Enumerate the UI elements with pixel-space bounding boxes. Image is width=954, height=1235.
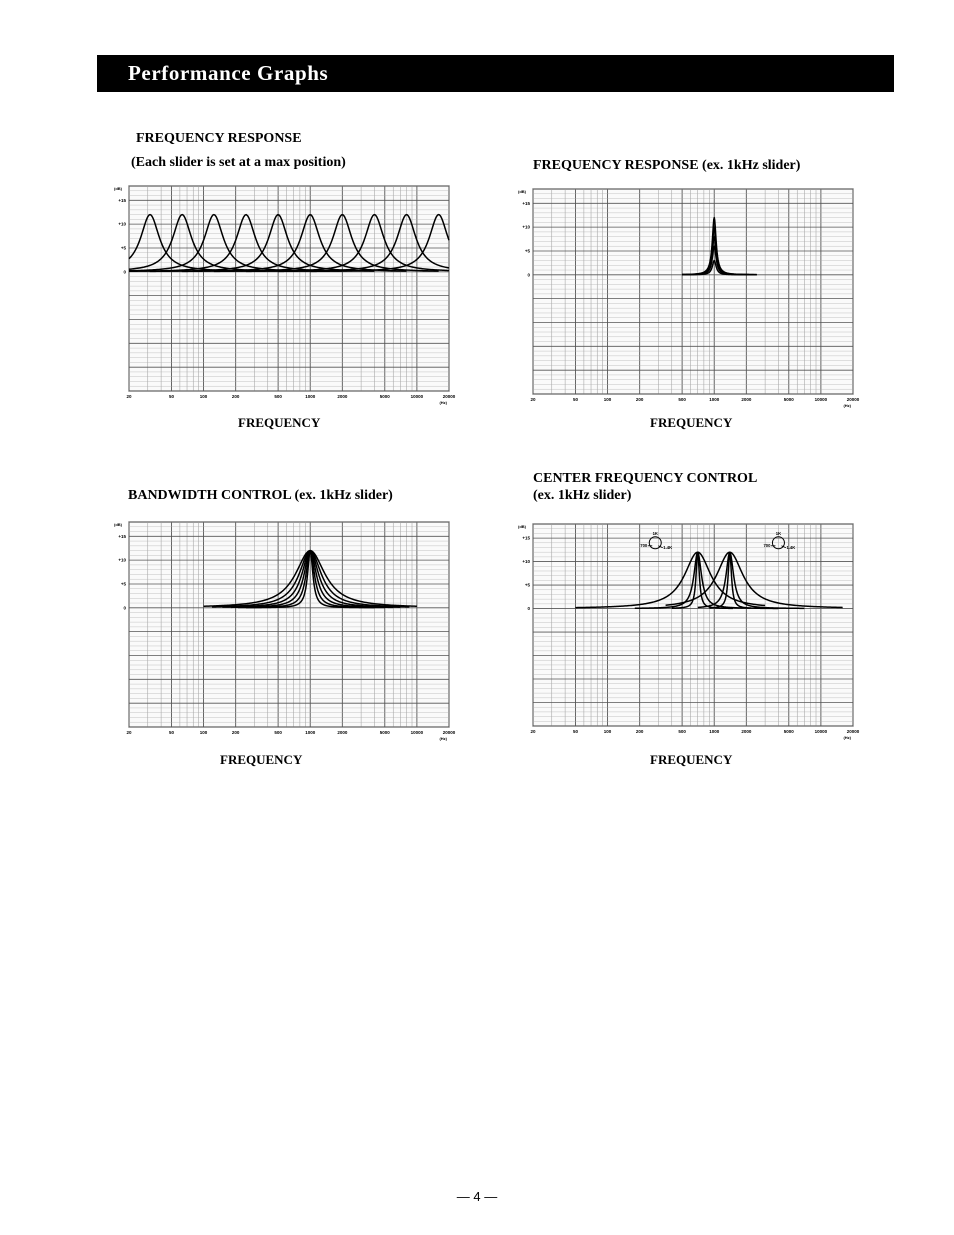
x-unit-label: (Hz) bbox=[843, 403, 851, 408]
x-tick-label: 20 bbox=[530, 729, 536, 734]
chart-svg bbox=[112, 182, 457, 407]
y-tick-label: 0 bbox=[123, 269, 126, 275]
x-tick-label: 100 bbox=[199, 730, 208, 735]
y-unit-label: (dB) bbox=[114, 186, 122, 191]
x-tick-label: 2000 bbox=[337, 730, 348, 735]
chart2-x-axis-label: FREQUENCY bbox=[650, 415, 733, 430]
x-tick-label: 10000 bbox=[410, 394, 424, 399]
x-tick-label: 50 bbox=[168, 394, 174, 399]
chart-svg bbox=[112, 518, 457, 743]
x-tick-label: 5000 bbox=[379, 394, 390, 399]
x-tick-label: 10000 bbox=[814, 729, 828, 734]
chart4-x-axis-label: FREQUENCY bbox=[650, 752, 733, 767]
annotation-label: 1.4K bbox=[663, 544, 673, 550]
x-tick-label: 100 bbox=[603, 729, 612, 734]
x-tick-label: 500 bbox=[274, 730, 282, 735]
y-tick-label: +15 bbox=[522, 535, 530, 541]
annotation-label: 1K bbox=[775, 530, 782, 536]
chart4-title-line1: CENTER FREQUENCY CONTROL bbox=[533, 471, 758, 486]
y-tick-label: 0 bbox=[527, 272, 530, 278]
page-title: Performance Graphs bbox=[128, 61, 329, 85]
x-tick-label: 50 bbox=[572, 397, 578, 402]
y-tick-label: +10 bbox=[118, 557, 126, 563]
plot-area bbox=[129, 522, 449, 727]
x-tick-label: 20 bbox=[530, 397, 536, 402]
y-tick-label: +15 bbox=[522, 200, 530, 206]
frequency-response-1khz-chart bbox=[516, 185, 861, 410]
x-tick-label: 100 bbox=[603, 397, 612, 402]
x-tick-label: 20000 bbox=[846, 729, 860, 734]
page-number: — 4 — bbox=[456, 1189, 498, 1204]
annotation-label: 700 bbox=[763, 542, 771, 548]
x-tick-label: 10000 bbox=[814, 397, 828, 402]
y-tick-label: +15 bbox=[118, 533, 126, 539]
frequency-response-chart bbox=[112, 182, 457, 407]
x-tick-label: 20000 bbox=[846, 397, 860, 402]
y-tick-label: 0 bbox=[123, 605, 126, 611]
x-unit-label: (Hz) bbox=[439, 736, 447, 741]
chart3-x-axis-label: FREQUENCY bbox=[220, 752, 303, 767]
y-tick-label: +5 bbox=[120, 581, 126, 587]
x-tick-label: 2000 bbox=[741, 397, 752, 402]
x-tick-label: 1000 bbox=[305, 394, 316, 399]
x-tick-label: 5000 bbox=[783, 397, 794, 402]
x-tick-label: 1000 bbox=[709, 729, 720, 734]
x-tick-label: 50 bbox=[168, 730, 174, 735]
chart3-title: BANDWIDTH CONTROL (ex. 1kHz slider) bbox=[128, 488, 393, 503]
chart4-title-line2: (ex. 1kHz slider) bbox=[533, 488, 632, 503]
x-unit-label: (Hz) bbox=[439, 400, 447, 405]
chart2-title: FREQUENCY RESPONSE (ex. 1kHz slider) bbox=[533, 158, 801, 173]
y-tick-label: +10 bbox=[522, 224, 530, 230]
x-tick-label: 500 bbox=[678, 729, 686, 734]
chart1-title-line1: FREQUENCY RESPONSE bbox=[136, 131, 302, 146]
x-tick-label: 2000 bbox=[337, 394, 348, 399]
x-tick-label: 2000 bbox=[741, 729, 752, 734]
plot-area bbox=[533, 524, 853, 726]
x-tick-label: 10000 bbox=[410, 730, 424, 735]
x-tick-label: 20000 bbox=[442, 730, 456, 735]
y-unit-label: (dB) bbox=[518, 189, 526, 194]
x-tick-label: 500 bbox=[678, 397, 686, 402]
x-tick-label: 50 bbox=[572, 729, 578, 734]
x-tick-label: 1000 bbox=[709, 397, 720, 402]
y-tick-label: 0 bbox=[527, 606, 530, 612]
y-unit-label: (dB) bbox=[518, 524, 526, 529]
chart1-title-line2: (Each slider is set at a max position) bbox=[131, 155, 346, 170]
center-frequency-control-chart bbox=[516, 520, 861, 742]
x-tick-label: 20 bbox=[126, 730, 132, 735]
plot-area bbox=[533, 189, 853, 394]
chart1-x-axis-label: FREQUENCY bbox=[238, 415, 321, 430]
x-tick-label: 5000 bbox=[783, 729, 794, 734]
x-unit-label: (Hz) bbox=[843, 735, 851, 740]
y-tick-label: +5 bbox=[120, 245, 126, 251]
x-tick-label: 5000 bbox=[379, 730, 390, 735]
y-tick-label: +10 bbox=[522, 559, 530, 565]
chart-svg bbox=[516, 520, 861, 742]
section-banner bbox=[97, 55, 894, 92]
x-tick-label: 200 bbox=[635, 729, 644, 734]
plot-area bbox=[129, 186, 449, 391]
x-tick-label: 20000 bbox=[442, 394, 456, 399]
x-tick-label: 20 bbox=[126, 394, 132, 399]
y-tick-label: +5 bbox=[524, 248, 530, 254]
x-tick-label: 1000 bbox=[305, 730, 316, 735]
x-tick-label: 200 bbox=[231, 730, 240, 735]
x-tick-label: 100 bbox=[199, 394, 208, 399]
y-tick-label: +5 bbox=[524, 582, 530, 588]
annotation-label: 700 bbox=[640, 542, 648, 548]
x-tick-label: 200 bbox=[635, 397, 644, 402]
y-tick-label: +15 bbox=[118, 197, 126, 203]
bandwidth-control-chart bbox=[112, 518, 457, 743]
y-unit-label: (dB) bbox=[114, 522, 122, 527]
chart-svg bbox=[516, 185, 861, 410]
annotation-label: 1.4K bbox=[786, 544, 796, 550]
annotation-label: 1K bbox=[652, 530, 658, 536]
x-tick-label: 500 bbox=[274, 394, 282, 399]
x-tick-label: 200 bbox=[231, 394, 240, 399]
y-tick-label: +10 bbox=[118, 221, 126, 227]
